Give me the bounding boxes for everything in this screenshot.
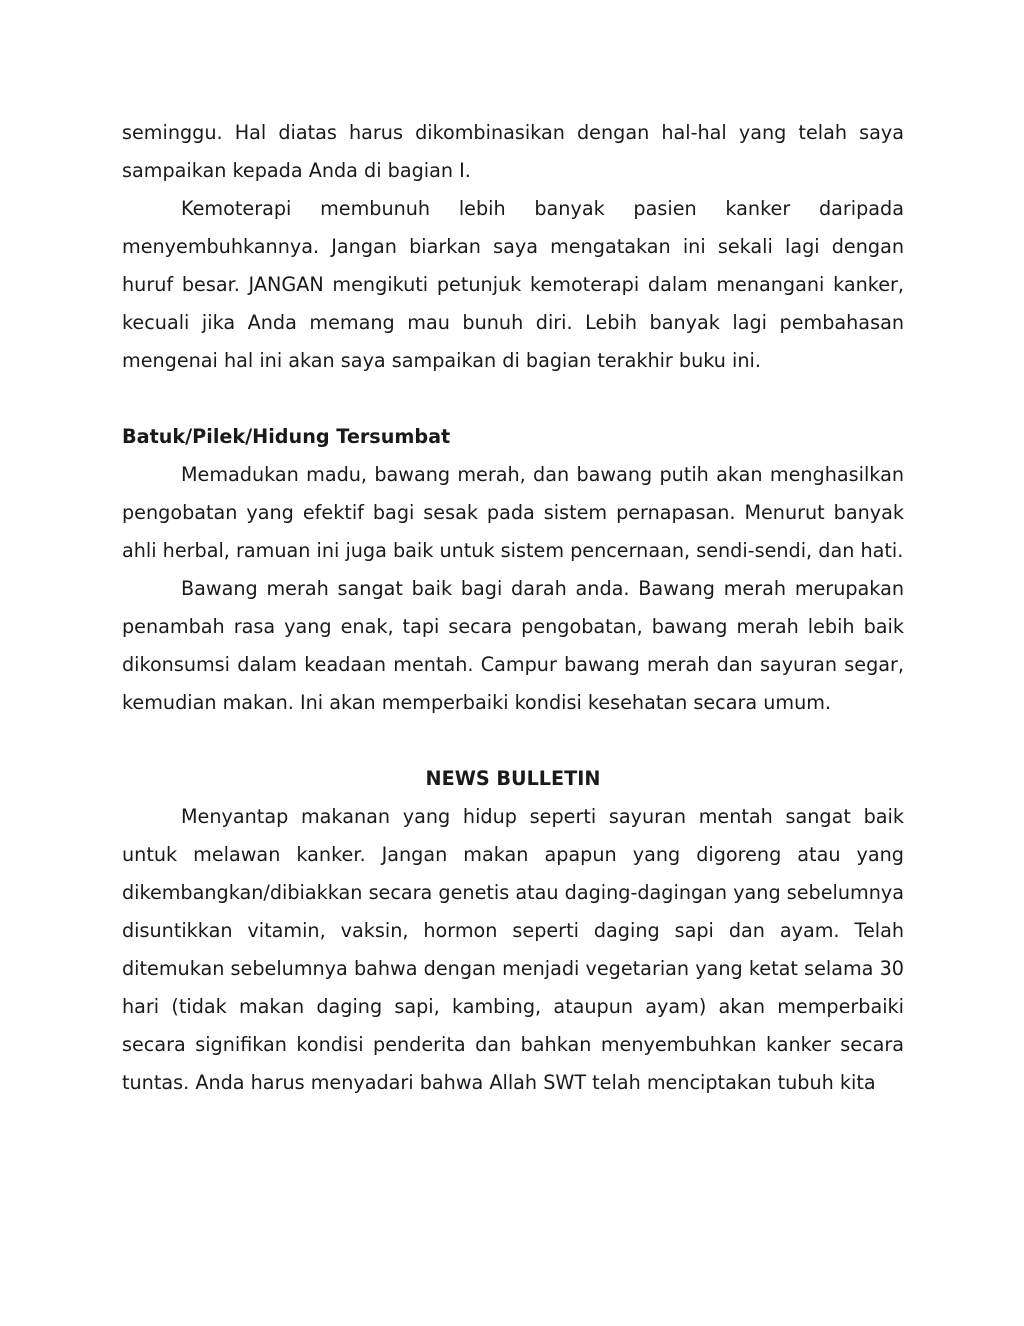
cough-paragraph-onion: Bawang merah sangat baik bagi darah anda. Bawang merah merupakan penambah rasa yang enak, tapi secara pengobatan, bawang merah lebih baik dikonsumsi dalam keadaan mentah. Campur bawang merah dan sayuran segar, kemudian makan. Ini akan memperbaiki kondisi kesehatan secara umum. bbox=[122, 577, 904, 714]
intro-paragraph-chemotherapy: Kemoterapi membunuh lebih banyak pasien kanker daripada menyembuhkannya. Jangan biarkan saya mengatakan ini sekali lagi dengan huruf besar. JANGAN mengikuti petunjuk kemoterapi dalam menangani kanker, kecuali jika Anda memang mau bunuh diri. Lebih banyak lagi pembahasan mengenai hal ini akan saya sampaikan di bagian terakhir buku ini. bbox=[122, 197, 904, 372]
paragraph-gap bbox=[122, 722, 904, 760]
news-paragraph-living-food: Menyantap makanan yang hidup seperti sayuran mentah sangat baik untuk melawan kanker. Jangan makan apapun yang digoreng atau yang dikembangkan/dibiakkan secara genetis atau daging-dagingan yang sebelumnya disuntikkan vitamin, vaksin, hormon seperti daging sapi dan ayam. Telah ditemukan sebelumnya bahwa dengan menjadi vegetarian yang ketat selama 30 hari (tidak makan daging sapi, kambing, ataupun ayam) akan memperbaiki secara signifikan kondisi penderita dan bahkan menyembuhkan kanker secara tuntas. Anda harus menyadari bahwa Allah SWT telah menciptakan tubuh kita bbox=[122, 805, 904, 1094]
paragraph-gap bbox=[122, 380, 904, 418]
section-heading-news-bulletin: NEWS BULLETIN bbox=[425, 767, 601, 790]
intro-paragraph-continuation: seminggu. Hal diatas harus dikombinasikan dengan hal-hal yang telah saya sampaikan kepada Anda di bagian I. bbox=[122, 121, 904, 182]
cough-paragraph-honey: Memadukan madu, bawang merah, dan bawang putih akan menghasilkan pengobatan yang efektif bagi sesak pada sistem pernapasan. Menurut banyak ahli herbal, ramuan ini juga baik untuk sistem pencernaan, sendi-sendi, dan hati. bbox=[122, 463, 904, 562]
section-heading-cough: Batuk/Pilek/Hidung Tersumbat bbox=[122, 425, 451, 448]
document-page bbox=[122, 114, 904, 1102]
